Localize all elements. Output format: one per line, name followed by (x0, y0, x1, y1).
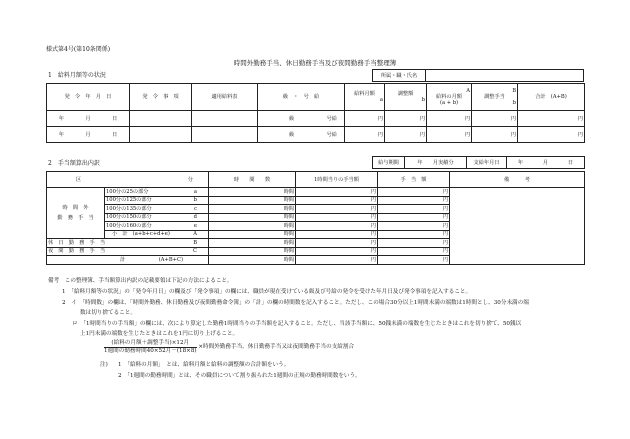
remarks-cell[interactable] (450, 188, 585, 265)
notes-head: 備考 この整理簿、手当額算出内訳の記載要領は下記の方法によること。 (48, 278, 233, 284)
hours-cell[interactable] (209, 256, 296, 265)
col-amount: 手 当 額 (378, 172, 450, 188)
formula-fraction (104, 340, 197, 355)
hours-unit: 時間 (283, 197, 294, 204)
col-salary (345, 84, 385, 111)
yen-unit: 円 (370, 248, 376, 255)
yen-unit: 円 (419, 115, 425, 122)
row-year: 年 (58, 115, 64, 122)
yen-unit: 円 (370, 231, 376, 238)
chu-2: 2 「1週間の勤務時間」とは、その職員について割り振られた1週間の正規の勤務時間数をいう。 (118, 373, 361, 379)
table-row (47, 188, 585, 197)
row-date-cell[interactable] (47, 111, 130, 127)
pay-date-day: 日 (567, 159, 574, 166)
yen-unit: 円 (577, 115, 583, 122)
total-label (47, 256, 209, 265)
per-hour-cell[interactable] (296, 188, 378, 197)
overtime-row-label (105, 188, 209, 197)
note-3: ロ 「1時間当りの手当額」の欄には、次により算定した勤務1時間当りの手当額を記入すること。ただし、当該手当額に、50銭未満の端数を生じたときはこれを切り捨て、50銭以 (72, 321, 522, 327)
formula-denominator: 1週間の勤務時間40×52月－(18×8) (104, 348, 197, 354)
overtime-row-label (105, 213, 209, 222)
pay-period-value[interactable]: 年 月実績分 (405, 157, 467, 169)
col-date: 発 令 年 月 日 (47, 84, 130, 111)
row-salary-table-cell[interactable] (192, 111, 258, 127)
hours-cell[interactable] (209, 205, 296, 214)
col-adjust-allowance (472, 84, 518, 111)
holiday-text: 休 日 勤 務 手 当 (48, 239, 106, 246)
col-bun-label: 分 (187, 176, 193, 183)
overtime-row-rate: 100分の135の部分 (106, 205, 152, 212)
overtime-label-2: 勤 務 手 当 (57, 215, 94, 221)
total-code: (A+B+C) (158, 256, 183, 263)
row-month: 月 (85, 115, 91, 122)
yen-unit: 円 (370, 256, 376, 263)
yen-unit: 円 (510, 115, 516, 122)
salary-table (46, 83, 585, 143)
overtime-row-code: d (193, 214, 197, 221)
col-adjust (385, 84, 427, 111)
hours-unit: 時間 (283, 248, 294, 255)
hours-cell[interactable] (209, 247, 296, 256)
per-hour-cell[interactable] (296, 239, 378, 248)
note-2-cont: 数は切り捨てること。 (80, 310, 136, 316)
hours-cell[interactable] (209, 196, 296, 205)
amount-cell[interactable] (378, 196, 450, 205)
col-adjust-allowance-sub: b (512, 100, 516, 106)
formula (104, 340, 354, 355)
per-hour-cell[interactable] (296, 247, 378, 256)
per-hour-cell[interactable] (296, 222, 378, 231)
yen-unit: 円 (370, 222, 376, 229)
col-salary-sub: a (379, 97, 383, 103)
overtime-row-label (105, 205, 209, 214)
hours-unit: 時間 (283, 231, 294, 238)
yen-unit: 円 (442, 231, 448, 238)
pay-date-year: 年 (517, 159, 524, 166)
col-monthly-a: A (466, 88, 470, 94)
row-monthly-cell[interactable] (427, 127, 472, 143)
chu-label: 注) (100, 362, 108, 368)
col-salary-label: 給料月額 (354, 91, 375, 97)
amount-cell[interactable] (378, 239, 450, 248)
hours-unit: 時間 (283, 256, 294, 263)
per-hour-cell[interactable] (296, 213, 378, 222)
yen-unit: 円 (464, 131, 470, 138)
yen-unit: 円 (577, 131, 583, 138)
subtotal-label (105, 230, 209, 239)
yen-unit: 円 (442, 222, 448, 229)
overtime-row-code: e (193, 222, 197, 229)
yen-unit: 円 (442, 205, 448, 212)
row-gokyu: 号給 (326, 115, 337, 122)
pay-period-table (372, 156, 585, 169)
overtime-row-rate: 100分の150の部分 (106, 214, 152, 221)
col-total: 合計 (A+B) (518, 84, 585, 111)
allowance-table (46, 171, 585, 265)
yen-unit: 円 (442, 197, 448, 204)
pay-period-label: 給与期間 (373, 157, 405, 169)
form-number: 様式第4号(第10条関係) (46, 46, 111, 53)
yen-unit: 円 (377, 131, 383, 138)
hours-cell[interactable] (209, 188, 296, 197)
section1-heading: 1 給料月額等の状況 (48, 72, 106, 79)
row-month: 月 (85, 131, 91, 138)
amount-cell[interactable] (378, 247, 450, 256)
hours-cell[interactable] (209, 213, 296, 222)
subtotal-text: 小 計 (a+b+c+d+e) (112, 231, 170, 238)
yen-unit: 円 (370, 214, 376, 221)
row-gokyu: 号給 (326, 131, 337, 138)
table-row (47, 111, 585, 127)
overtime-row-rate: 100分の25の部分 (106, 188, 149, 195)
dept-label: 所属・職・氏名 (373, 70, 426, 82)
yen-unit: 円 (442, 248, 448, 255)
yen-unit: 円 (370, 239, 376, 246)
hours-cell[interactable] (209, 239, 296, 248)
row-adjust-allowance-cell[interactable] (472, 111, 518, 127)
yen-unit: 円 (442, 214, 448, 221)
note-1: 1 「給料月額等の状況」の「発令年月日」の欄及び「発令事項」の欄には、職員が現在受けている級及び号給の発令を受けた年月日及び発令事項を記入すること。 (62, 289, 472, 295)
col-adjust-sub: b (421, 97, 425, 103)
col-remarks: 備 考 (450, 172, 585, 188)
pay-date-label: 支給年月日 (467, 157, 507, 169)
col-kubun (47, 172, 209, 188)
overtime-row-rate: 100分の160の部分 (106, 222, 152, 229)
row-salary-cell[interactable] (345, 111, 385, 127)
pay-date-value[interactable] (507, 157, 585, 169)
overtime-row-code: c (194, 205, 197, 212)
col-monthly-sub: (a + b) (439, 100, 459, 106)
row-kyu: 級 (289, 131, 295, 138)
dept-value-cell[interactable] (426, 70, 584, 82)
pay-date-month: 月 (542, 159, 549, 166)
row-event-cell[interactable] (130, 127, 192, 143)
row-total-cell[interactable] (518, 127, 585, 143)
row-date-cell[interactable] (47, 127, 130, 143)
amount-cell[interactable] (378, 205, 450, 214)
row-grade-cell[interactable] (258, 127, 345, 143)
total-text: 計 (120, 256, 126, 263)
hours-unit: 時間 (283, 205, 294, 212)
yen-unit: 円 (442, 188, 448, 195)
table-row (47, 127, 585, 143)
col-salary-table: 適用給料表 (192, 84, 258, 111)
amount-cell[interactable] (378, 230, 450, 239)
per-hour-cell[interactable] (296, 205, 378, 214)
yen-unit: 円 (419, 131, 425, 138)
hours-cell[interactable] (209, 222, 296, 231)
col-kubun-label: 区 (76, 176, 82, 183)
row-event-cell[interactable] (130, 111, 192, 127)
yen-unit: 円 (510, 131, 516, 138)
col-hours: 時 間 数 (209, 172, 296, 188)
overtime-group-label (47, 188, 105, 239)
yen-unit: 円 (464, 115, 470, 122)
row-adjust-allowance-cell[interactable] (472, 127, 518, 143)
row-adjust-cell[interactable] (385, 127, 427, 143)
row-grade-cell[interactable] (258, 111, 345, 127)
holiday-code: B (193, 239, 197, 246)
dept-name-table (372, 69, 584, 82)
night-label (47, 247, 209, 256)
row-total-cell[interactable] (518, 111, 585, 127)
row-day: 日 (112, 131, 118, 138)
row-kyu: 級 (289, 115, 295, 122)
row-salary-cell[interactable] (345, 127, 385, 143)
amount-cell[interactable] (378, 188, 450, 197)
col-grade: 級 ・ 号 給 (258, 84, 345, 111)
hours-unit: 時間 (283, 214, 294, 221)
section2-heading: 2 手当額算出内訳 (48, 160, 100, 167)
overtime-row-label (105, 196, 209, 205)
amount-cell[interactable] (378, 256, 450, 265)
hours-unit: 時間 (283, 188, 294, 195)
subtotal-code: A (193, 231, 197, 238)
col-per-hour: 1時間当りの手当額 (296, 172, 378, 188)
overtime-row-code: a (193, 188, 197, 195)
col-monthly-label: 給料の月額 (436, 94, 462, 100)
amount-cell[interactable] (378, 222, 450, 231)
row-salary-table-cell[interactable] (192, 127, 258, 143)
formula-numerator: (給料の月額＋調整手当)×12月 (104, 340, 197, 348)
formula-tail: ×時間外勤務手当、休日勤務手当又は夜間勤務手当の支給割合 (198, 344, 355, 350)
night-text: 夜 間 勤 務 手 当 (48, 248, 106, 255)
row-adjust-cell[interactable] (385, 111, 427, 127)
hours-unit: 時間 (283, 239, 294, 246)
hours-unit: 時間 (283, 222, 294, 229)
night-code: C (193, 248, 197, 255)
per-hour-cell[interactable] (296, 256, 378, 265)
overtime-row-label (105, 222, 209, 231)
col-adjust-allowance-label: 調整手当 (484, 94, 505, 100)
yen-unit: 円 (442, 256, 448, 263)
yen-unit: 円 (370, 205, 376, 212)
yen-unit: 円 (370, 188, 376, 195)
per-hour-cell[interactable] (296, 196, 378, 205)
per-hour-cell[interactable] (296, 230, 378, 239)
holiday-label (47, 239, 209, 248)
row-monthly-cell[interactable] (427, 111, 472, 127)
overtime-row-code: b (193, 197, 197, 204)
col-adjust-allowance-b: B (512, 88, 516, 94)
yen-unit: 円 (442, 239, 448, 246)
yen-unit: 円 (370, 197, 376, 204)
hours-cell[interactable] (209, 230, 296, 239)
note-3-cont: 上1円未満の端数を生じたときはこれを1円に切り上げること。 (80, 331, 239, 337)
yen-unit: 円 (377, 115, 383, 122)
chu-1: 1 「給料の月額」 とは、給料月額と給料の調整額の合計額をいう。 (118, 362, 290, 368)
overtime-row-rate: 100分の125の部分 (106, 197, 152, 204)
row-day: 日 (112, 115, 118, 122)
overtime-label-1: 時 間 外 (62, 205, 89, 211)
col-adjust-label: 調整額 (397, 91, 414, 97)
col-monthly (427, 84, 472, 111)
amount-cell[interactable] (378, 213, 450, 222)
col-event: 発 令 事 項 (130, 84, 192, 111)
row-year: 年 (58, 131, 64, 138)
note-2: 2 イ 「時間数」の欄は、「時間外勤務、休日勤務及び夜間勤務命令簿」の「計」の欄の時間数を記入すること。ただし、この場合30分以上1時間未満の端数は1時間とし、30分未満の端 (62, 300, 529, 306)
page-title: 時間外勤務手当、休日勤務手当及び夜間勤務手当整理簿 (233, 59, 397, 67)
